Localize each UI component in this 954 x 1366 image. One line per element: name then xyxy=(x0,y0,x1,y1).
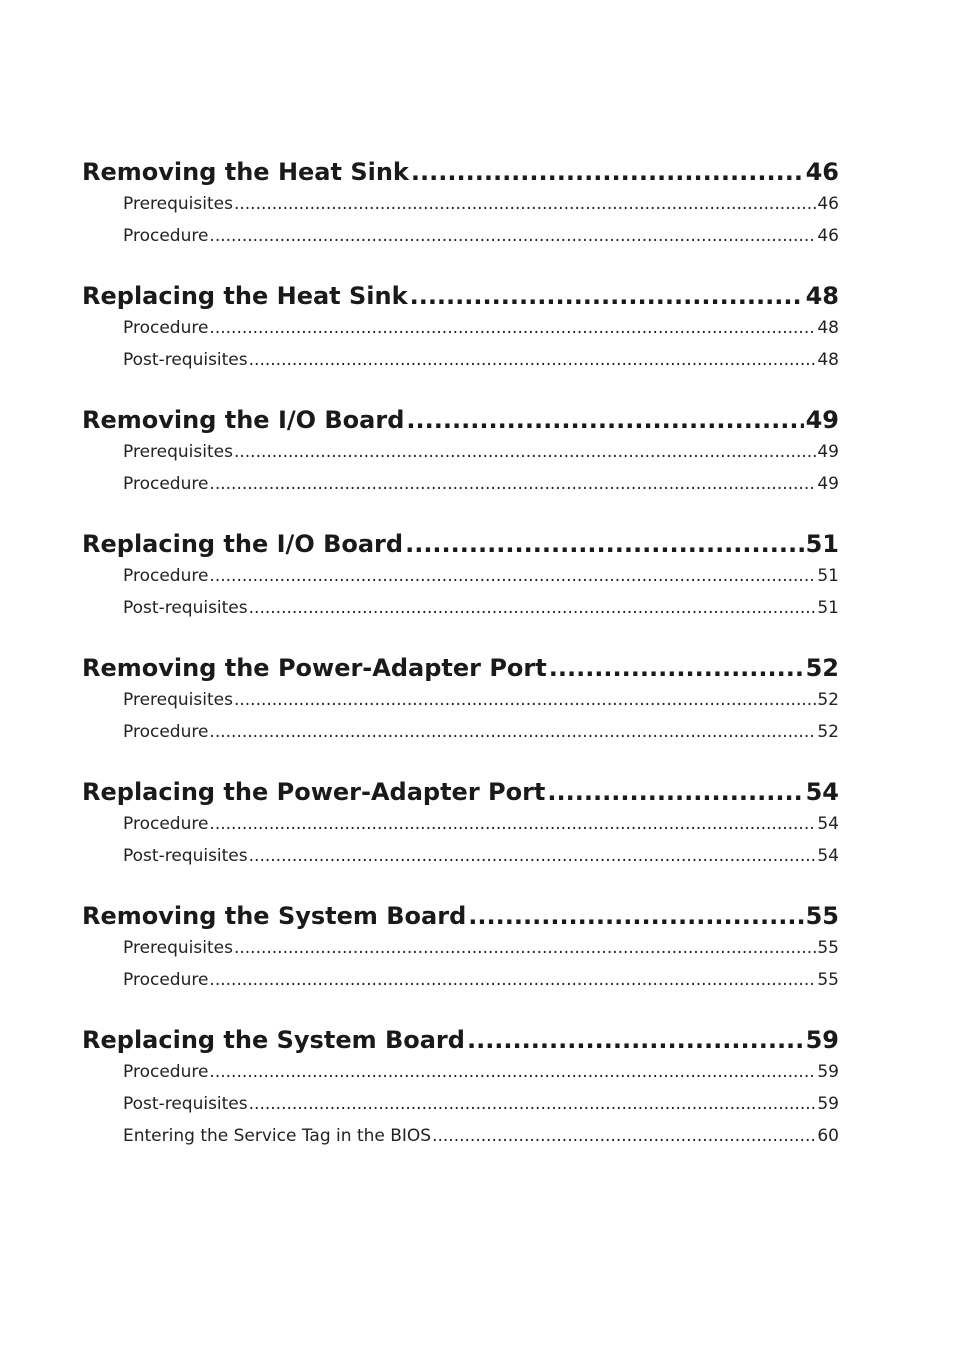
toc-section xyxy=(82,154,839,252)
toc-heading[interactable] xyxy=(82,650,839,686)
toc-subentry-title: Post-requisites xyxy=(123,1094,248,1114)
toc-subentry[interactable] xyxy=(82,344,839,376)
toc-subentry[interactable] xyxy=(82,808,839,840)
dot-leader xyxy=(406,402,803,438)
dot-leader xyxy=(467,1022,804,1058)
toc-subentry[interactable] xyxy=(82,1056,839,1088)
toc-subentry-title: Procedure xyxy=(123,970,209,990)
toc-heading-page: 49 xyxy=(805,406,839,434)
toc-subentry[interactable] xyxy=(82,436,839,468)
toc-subentry[interactable] xyxy=(82,560,839,592)
toc-subentry-title: Procedure xyxy=(123,1062,209,1082)
toc-heading-page: 51 xyxy=(805,530,839,558)
toc-heading-title: Replacing the Heat Sink xyxy=(82,282,408,310)
toc-subentry-page: 48 xyxy=(817,350,839,370)
toc-subentry[interactable] xyxy=(82,716,839,748)
toc-subentry-title: Prerequisites xyxy=(123,938,233,958)
toc-subentry-title: Entering the Service Tag in the BIOS xyxy=(123,1126,432,1146)
toc-heading-page: 52 xyxy=(805,654,839,682)
toc-subentry[interactable] xyxy=(82,684,839,716)
toc-section xyxy=(82,774,839,872)
toc-subentry-page: 51 xyxy=(817,566,839,586)
toc-heading[interactable] xyxy=(82,774,839,810)
dot-leader xyxy=(209,560,816,592)
dot-leader xyxy=(249,344,817,376)
toc-subentry-title: Procedure xyxy=(123,226,209,246)
dot-leader xyxy=(234,684,816,716)
dot-leader xyxy=(249,840,817,872)
toc-subentry-title: Prerequisites xyxy=(123,442,233,462)
toc-subentry[interactable] xyxy=(82,468,839,500)
toc-heading-title: Removing the Heat Sink xyxy=(82,158,409,186)
dot-leader xyxy=(405,526,804,562)
toc-heading[interactable] xyxy=(82,278,839,314)
toc-subentry[interactable] xyxy=(82,220,839,252)
toc-heading-title: Replacing the System Board xyxy=(82,1026,465,1054)
toc-subentry-page: 59 xyxy=(817,1094,839,1114)
toc-subentry-title: Procedure xyxy=(123,722,209,742)
dot-leader xyxy=(209,468,816,500)
toc-subentry-page: 49 xyxy=(817,474,839,494)
dot-leader xyxy=(209,1056,816,1088)
dot-leader xyxy=(209,220,816,252)
toc-subentry-page: 60 xyxy=(817,1126,839,1146)
dot-leader xyxy=(234,932,816,964)
dot-leader xyxy=(411,154,804,190)
toc-subentry-title: Procedure xyxy=(123,566,209,586)
toc-subentry-title: Procedure xyxy=(123,814,209,834)
toc-subentry[interactable] xyxy=(82,188,839,220)
toc-subentry-page: 48 xyxy=(817,318,839,338)
dot-leader xyxy=(209,716,816,748)
toc-heading-page: 55 xyxy=(805,902,839,930)
toc-heading-page: 59 xyxy=(805,1026,839,1054)
toc-heading[interactable] xyxy=(82,526,839,562)
toc-subentry-page: 54 xyxy=(817,846,839,866)
toc-heading[interactable] xyxy=(82,898,839,934)
toc-heading-title: Removing the I/O Board xyxy=(82,406,405,434)
toc-subentry[interactable] xyxy=(82,312,839,344)
dot-leader xyxy=(234,188,816,220)
table-of-contents xyxy=(82,154,839,1178)
dot-leader xyxy=(547,774,803,810)
toc-heading-page: 48 xyxy=(805,282,839,310)
dot-leader xyxy=(209,964,816,996)
dot-leader xyxy=(468,898,803,934)
toc-subentry-page: 51 xyxy=(817,598,839,618)
toc-subentry-title: Prerequisites xyxy=(123,690,233,710)
toc-subentry-title: Procedure xyxy=(123,318,209,338)
toc-subentry-title: Procedure xyxy=(123,474,209,494)
toc-subentry-page: 46 xyxy=(817,194,839,214)
toc-section xyxy=(82,1022,839,1152)
toc-section xyxy=(82,402,839,500)
toc-subentry-title: Post-requisites xyxy=(123,598,248,618)
toc-subentry-page: 46 xyxy=(817,226,839,246)
dot-leader xyxy=(209,312,816,344)
toc-section xyxy=(82,526,839,624)
toc-subentry-page: 52 xyxy=(817,690,839,710)
dot-leader xyxy=(209,808,816,840)
toc-heading-page: 54 xyxy=(805,778,839,806)
toc-subentry[interactable] xyxy=(82,964,839,996)
dot-leader xyxy=(410,278,804,314)
toc-heading-title: Removing the Power-Adapter Port xyxy=(82,654,547,682)
toc-subentry-page: 55 xyxy=(817,938,839,958)
toc-heading[interactable] xyxy=(82,1022,839,1058)
toc-subentry-title: Post-requisites xyxy=(123,846,248,866)
toc-heading-title: Replacing the I/O Board xyxy=(82,530,404,558)
toc-heading-page: 46 xyxy=(805,158,839,186)
toc-section xyxy=(82,278,839,376)
toc-heading[interactable] xyxy=(82,402,839,438)
dot-leader xyxy=(249,1088,817,1120)
toc-section xyxy=(82,650,839,748)
toc-subentry-page: 49 xyxy=(817,442,839,462)
toc-subentry[interactable] xyxy=(82,1120,839,1152)
dot-leader xyxy=(432,1120,816,1152)
toc-heading-title: Removing the System Board xyxy=(82,902,467,930)
toc-subentry[interactable] xyxy=(82,1088,839,1120)
dot-leader xyxy=(249,592,817,624)
toc-subentry[interactable] xyxy=(82,840,839,872)
toc-subentry-title: Post-requisites xyxy=(123,350,248,370)
toc-subentry-title: Prerequisites xyxy=(123,194,233,214)
toc-heading[interactable] xyxy=(82,154,839,190)
dot-leader xyxy=(234,436,816,468)
toc-subentry-page: 59 xyxy=(817,1062,839,1082)
toc-subentry-page: 54 xyxy=(817,814,839,834)
toc-subentry[interactable] xyxy=(82,592,839,624)
toc-heading-title: Replacing the Power-Adapter Port xyxy=(82,778,546,806)
toc-subentry-page: 55 xyxy=(817,970,839,990)
toc-subentry[interactable] xyxy=(82,932,839,964)
toc-subentry-page: 52 xyxy=(817,722,839,742)
dot-leader xyxy=(549,650,804,686)
toc-section xyxy=(82,898,839,996)
